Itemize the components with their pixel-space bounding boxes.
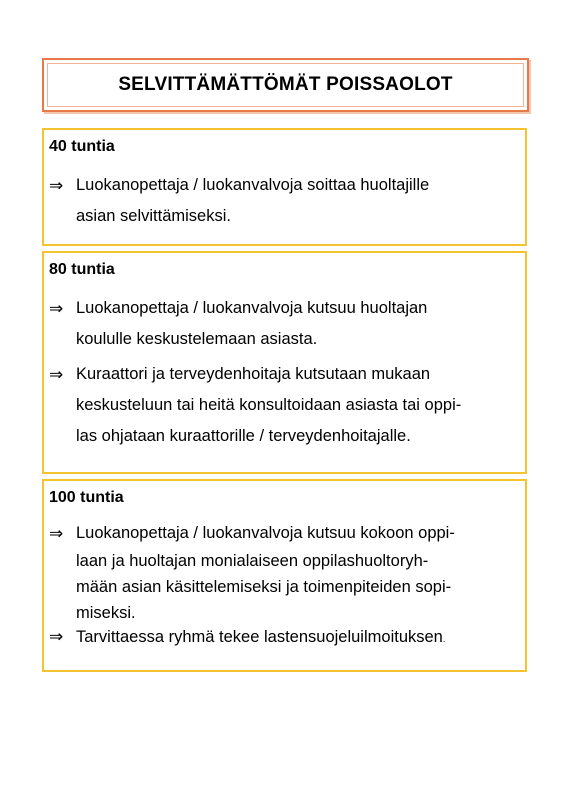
bullet-item	[49, 170, 519, 232]
bullet-line: Luokanopettaja / luokanvalvoja kutsuu kokoon oppi-	[76, 524, 455, 542]
bullet-line: laan ja huoltajan monialaiseen oppilashuoltoryh-	[76, 552, 429, 570]
trailing-period: .	[442, 634, 446, 644]
arrow-right-icon: ⇒	[49, 365, 64, 384]
bullet-line	[49, 623, 519, 653]
bullet-line: Kuraattori ja terveydenhoitaja kutsutaan mukaan	[76, 365, 431, 383]
bullet-line: las ohjataan kuraattorille / terveydenhoitajalle.	[76, 427, 411, 445]
section-80-hours	[42, 251, 527, 474]
arrow-right-icon: ⇒	[49, 176, 64, 195]
bullet-item	[49, 359, 519, 452]
bullet-line: koululle keskustelemaan asiasta.	[76, 330, 318, 348]
bullet-item	[49, 623, 519, 653]
bullet-line-text: Tarvittaessa ryhmä tekee lastensuojeluilmoituksen	[76, 628, 443, 646]
bullet-line: asian selvittämiseksi.	[76, 207, 231, 225]
title-box	[42, 58, 529, 112]
arrow-right-icon: ⇒	[49, 524, 64, 543]
section-heading: 100 tuntia	[49, 489, 124, 506]
arrow-right-icon: ⇒	[49, 299, 64, 318]
bullet-line: mään asian käsittelemiseksi ja toimenpiteiden sopi-	[76, 578, 452, 596]
bullet-line: Luokanopettaja / luokanvalvoja kutsuu huoltajan	[76, 299, 428, 317]
section-heading: 80 tuntia	[49, 261, 115, 278]
section-40-hours	[42, 128, 527, 246]
page-title: SELVITTÄMÄTTÖMÄT POISSAOLOT	[118, 74, 453, 95]
bullet-line: Luokanopettaja / luokanvalvoja soittaa huoltajille	[76, 176, 430, 194]
bullet-item	[49, 519, 519, 626]
arrow-right-icon: ⇒	[49, 627, 64, 646]
section-heading: 40 tuntia	[49, 138, 115, 155]
title-inner-frame	[47, 63, 524, 107]
bullet-line: miseksi.	[76, 604, 136, 622]
bullet-line: keskusteluun tai heitä konsultoidaan asiasta tai oppi-	[76, 396, 462, 414]
bullet-item	[49, 293, 519, 355]
section-100-hours	[42, 479, 527, 672]
